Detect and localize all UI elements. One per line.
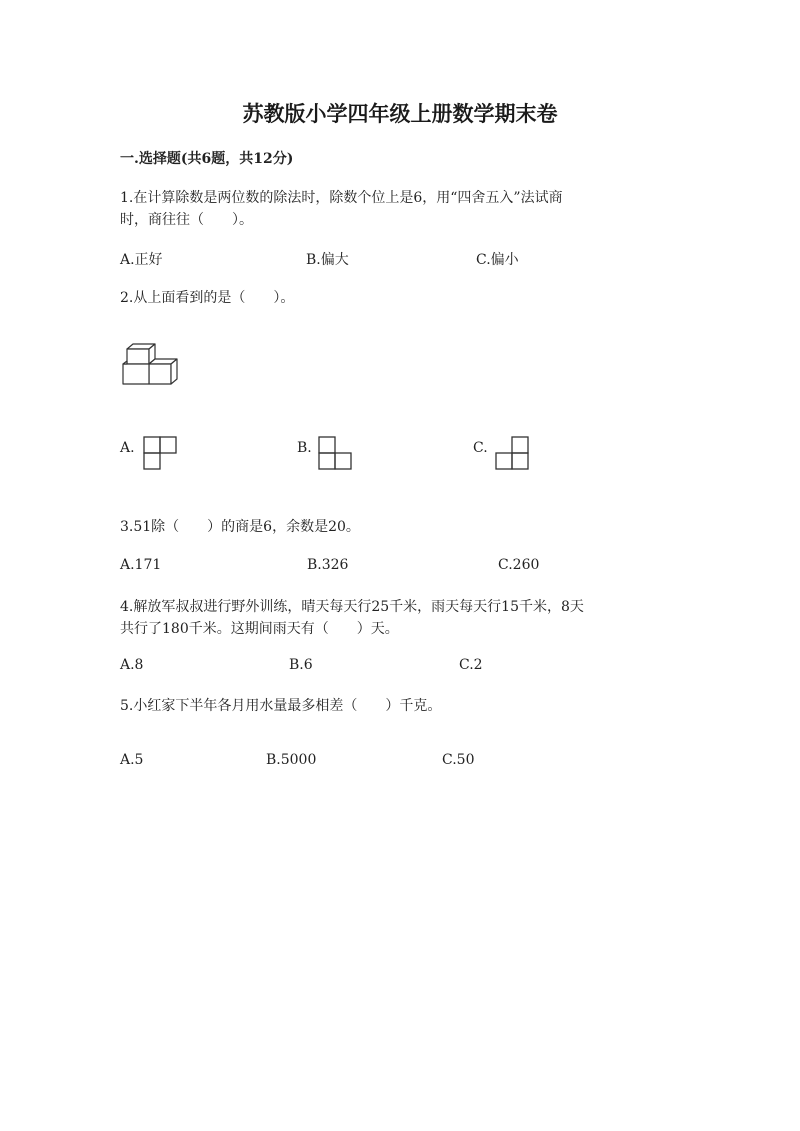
question-3-option-c: C.260: [498, 557, 540, 573]
question-2-option-c: C.: [473, 440, 488, 456]
question-5-option-c: C.50: [442, 752, 475, 768]
page-title: 苏教版小学四年级上册数学期末卷: [242, 101, 558, 126]
question-1-option-a: A.正好: [120, 252, 163, 268]
top-view-option-a-icon: [142, 435, 178, 471]
section-heading: 一.选择题(共6题，共12分): [120, 151, 294, 167]
question-4-option-b: B.6: [289, 657, 313, 673]
question-3-option-a: A.171: [120, 557, 162, 573]
question-5-option-a: A.5: [120, 752, 144, 768]
top-view-option-b-icon: [317, 435, 353, 471]
question-1-line-2: 时，商往往（ ）。: [120, 212, 253, 228]
question-4-line-2: 共行了180千米。这期间雨天有（ ）天。: [120, 621, 399, 637]
cube-stack-figure: [120, 343, 182, 387]
question-1-option-b: B.偏大: [306, 252, 349, 268]
question-1-line-1: 1.在计算除数是两位数的除法时，除数个位上是6，用“四舍五入”法试商: [120, 190, 563, 206]
question-5: 5.小红家下半年各月用水量最多相差（ ）千克。: [120, 698, 442, 714]
question-3-option-b: B.326: [307, 557, 349, 573]
question-2: 2.从上面看到的是（ ）。: [120, 290, 295, 306]
top-view-option-c-icon: [494, 435, 530, 471]
question-3: 3.51除（ ）的商是6，余数是20。: [120, 519, 360, 535]
question-4-line-1: 4.解放军叔叔进行野外训练，晴天每天行25千米，雨天每天行15千米，8天: [120, 599, 584, 615]
question-4-option-c: C.2: [459, 657, 483, 673]
question-1-option-c: C.偏小: [476, 252, 519, 268]
question-2-option-a: A.: [120, 440, 135, 456]
question-1: [120, 187, 563, 231]
question-4: [120, 596, 584, 640]
question-5-option-b: B.5000: [266, 752, 317, 768]
question-4-option-a: A.8: [120, 657, 144, 673]
question-2-option-b: B.: [297, 440, 312, 456]
